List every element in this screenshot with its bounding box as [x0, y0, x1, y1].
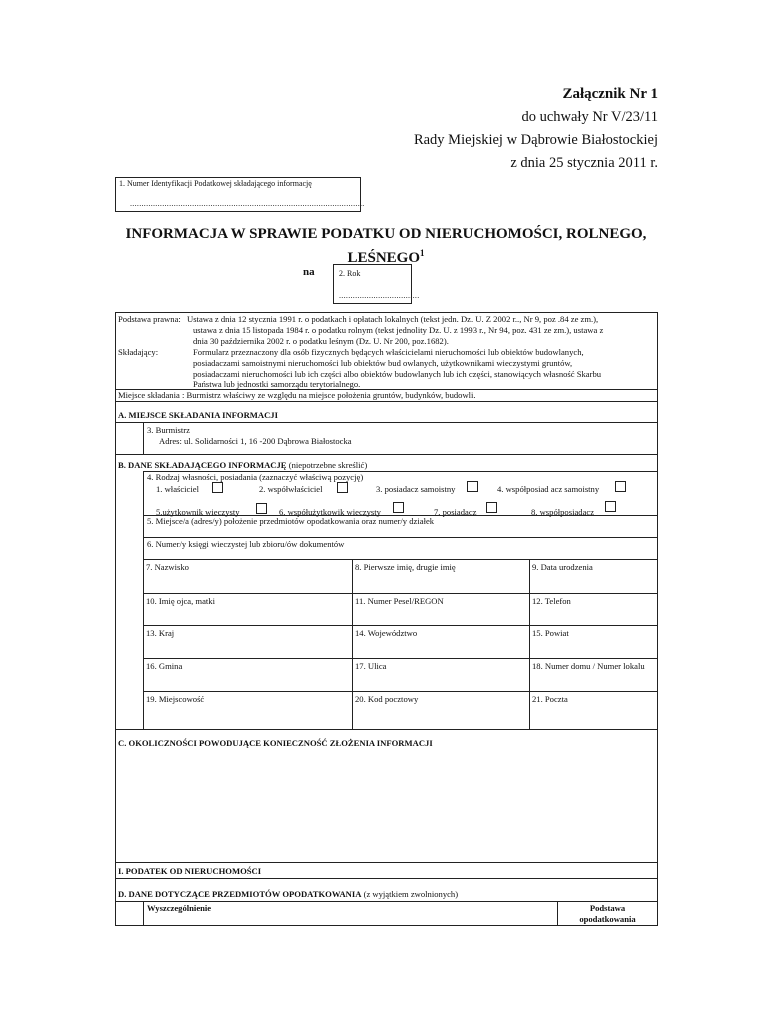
possessor-checkbox[interactable] [486, 502, 497, 513]
post-office-field[interactable]: 21. Poczta [532, 694, 568, 704]
submitter-line1: Formularz przeznaczony dla osób fizycznych będących właścicielami nieruchomości lub obiektów budowlanych, [193, 347, 584, 357]
section-b-title: B. DANE SKŁADAJĄCEGO INFORMACJĘ (niepotrzebne skreślić) [118, 460, 368, 470]
land-register-label: 6. Numer/y księgi wieczystej lub zbioru/ów dokumentów [147, 539, 345, 549]
council-name: Rady Miejskiej w Dąbrowie Białostockiej [413, 132, 658, 148]
mayor-address: Adres: ul. Solidarności 1, 16 -200 Dąbrowa Białostocka [159, 436, 352, 446]
submission-place: Miejsce składania : Burmistrz właściwy ze względu na miejsce położenia gruntów, budynków, budowli. [118, 390, 476, 400]
postal-code-field[interactable]: 20. Kod pocztowy [355, 694, 419, 704]
nip-box [115, 177, 365, 212]
attachment-number: Załącznik Nr 1 [562, 86, 658, 102]
form-title-line2: LEŚNEGO$^1$ [347, 248, 425, 266]
co-independent-possessor-checkbox[interactable] [615, 481, 626, 492]
circumstances-area[interactable] [116, 752, 657, 860]
indent-line [143, 901, 144, 926]
column-tax-base: Podstawa opodatkowania [579, 903, 636, 924]
attachment-header [414, 83, 658, 175]
option-co-possessor: 8. współposiadacz [531, 507, 595, 517]
submitter-label: Składający: [118, 347, 159, 357]
divider [115, 454, 658, 455]
divider [115, 878, 658, 879]
year-input[interactable]: ................................... [339, 291, 420, 300]
divider [115, 901, 658, 902]
divider [115, 862, 658, 863]
divider [115, 401, 658, 402]
commune-field[interactable]: 16. Gmina [146, 661, 183, 671]
ownership-type-label: 4. Rodzaj własności, posiadania (zaznaczyć właściwą pozycję) [147, 472, 364, 482]
co-perpetual-user-checkbox[interactable] [393, 502, 404, 513]
indent-line [143, 422, 144, 454]
option-perpetual-user: 5.użytkownik wieczysty [156, 507, 240, 517]
resolution-date: z dnia 25 stycznia 2011 r. [510, 155, 658, 171]
submitter-line3: posiadaczami nieruchomości lub ich części albo obiektów budowlanych lub ich części, stanowiących własność Skarbu [193, 369, 602, 379]
divider [115, 729, 658, 730]
town-field[interactable]: 19. Miejscowość [146, 694, 205, 704]
option-possessor: 7. posiadacz [434, 507, 477, 517]
nip-input[interactable]: ...................................................................................................... [130, 199, 365, 208]
mayor-label: 3. Burmistrz [147, 425, 190, 435]
section-i-title: I. PODATEK OD NIERUCHOMOŚCI [118, 866, 262, 876]
section-a-title: A. MIEJSCE SKŁADANIA INFORMACJI [118, 410, 278, 420]
pesel-regon-field[interactable]: 11. Numer Pesel/REGON [355, 596, 444, 606]
street-field[interactable]: 17. Ulica [355, 661, 387, 671]
section-c-title: C. OKOLICZNOŚCI POWODUJĄCE KONIECZNOŚĆ ZŁOŻENIA INFORMACJI [118, 738, 433, 748]
co-possessor-checkbox[interactable] [605, 501, 616, 512]
divider [143, 537, 658, 538]
county-field[interactable]: 15. Powiat [532, 628, 569, 638]
surname-field[interactable]: 7. Nazwisko [146, 562, 189, 572]
resolution-number: do uchwały Nr V/23/11 [521, 109, 658, 125]
birth-date-field[interactable]: 9. Data urodzenia [532, 562, 593, 572]
parents-names-field[interactable]: 10. Imię ojca, matki [146, 596, 215, 606]
legal-basis-line3: dnia 30 października 2002 r. o podatku leśnym (Dz. U. Nr 200, poz.1682). [193, 336, 449, 346]
footnote-marker: 1 [420, 248, 425, 258]
country-field[interactable]: 13. Kraj [146, 628, 175, 638]
submitter-line2: posiadaczami samoistnymi nieruchomości lub obiektów bud owlanych, użytkownikami wieczystymi gruntów, [193, 358, 573, 368]
year-label: 2. Rok [339, 269, 361, 278]
legal-basis-line2: ustawa z dnia 15 listopada 1984 r. o podatku rolnym (tekst jednolity Dz. U. z 1993 r., Nr 94, poz. 431 ze zm.), ustawa z [193, 325, 604, 335]
property-location-label: 5. Miejsce/a (adres/y) położenie przedmiotów opodatkowania oraz numer/y działek [147, 516, 435, 526]
voivodeship-field[interactable]: 14. Województwo [355, 628, 418, 638]
option-co-owner: 2. współwłaściciel [259, 484, 323, 494]
option-co-perpetual-user: 6. współużytkowik wieczysty [279, 507, 381, 517]
form-title-line1: INFORMACJA W SPRAWIE PODATKU OD NIERUCHOMOŚCI, ROLNEGO, [125, 226, 647, 242]
na-label: na [303, 266, 315, 278]
submitter-line4: Państwa lub jednostki samorządu terytorialnego. [193, 379, 361, 389]
option-independent-possessor: 3. posiadacz samoistny [376, 484, 456, 494]
legal-basis-label: Podstawa prawna: [118, 314, 181, 324]
perpetual-user-checkbox[interactable] [256, 503, 267, 514]
first-names-field[interactable]: 8. Pierwsze imię, drugie imię [355, 562, 456, 572]
divider [115, 422, 658, 423]
section-d-title: D. DANE DOTYCZĄCE PRZEDMIOTÓW OPODATKOWANIA (z wyjątkiem zwolnionych) [118, 889, 459, 899]
nip-label: 1. Numer Identyfikacji Podatkowej składającego informację [119, 179, 312, 188]
option-co-independent-possessor: 4. współposiad acz samoistny [497, 484, 600, 494]
phone-field[interactable]: 12. Telefon [532, 596, 571, 606]
column-specification: Wyszczególnienie [147, 903, 212, 913]
house-number-field[interactable]: 18. Numer domu / Numer lokalu [532, 661, 645, 671]
year-box [333, 264, 420, 304]
form-title [115, 225, 657, 268]
legal-basis-line1: Ustawa z dnia 12 stycznia 1991 r. o podatkach i opłatach lokalnych (tekst jedn. Dz. U. Z 2002 r.., Nr 9, poz .84 ze zm.), [187, 314, 599, 324]
co-owner-checkbox[interactable] [337, 482, 348, 493]
option-owner: 1. właściciel [156, 484, 199, 494]
owner-checkbox[interactable] [212, 482, 223, 493]
independent-possessor-checkbox[interactable] [467, 481, 478, 492]
